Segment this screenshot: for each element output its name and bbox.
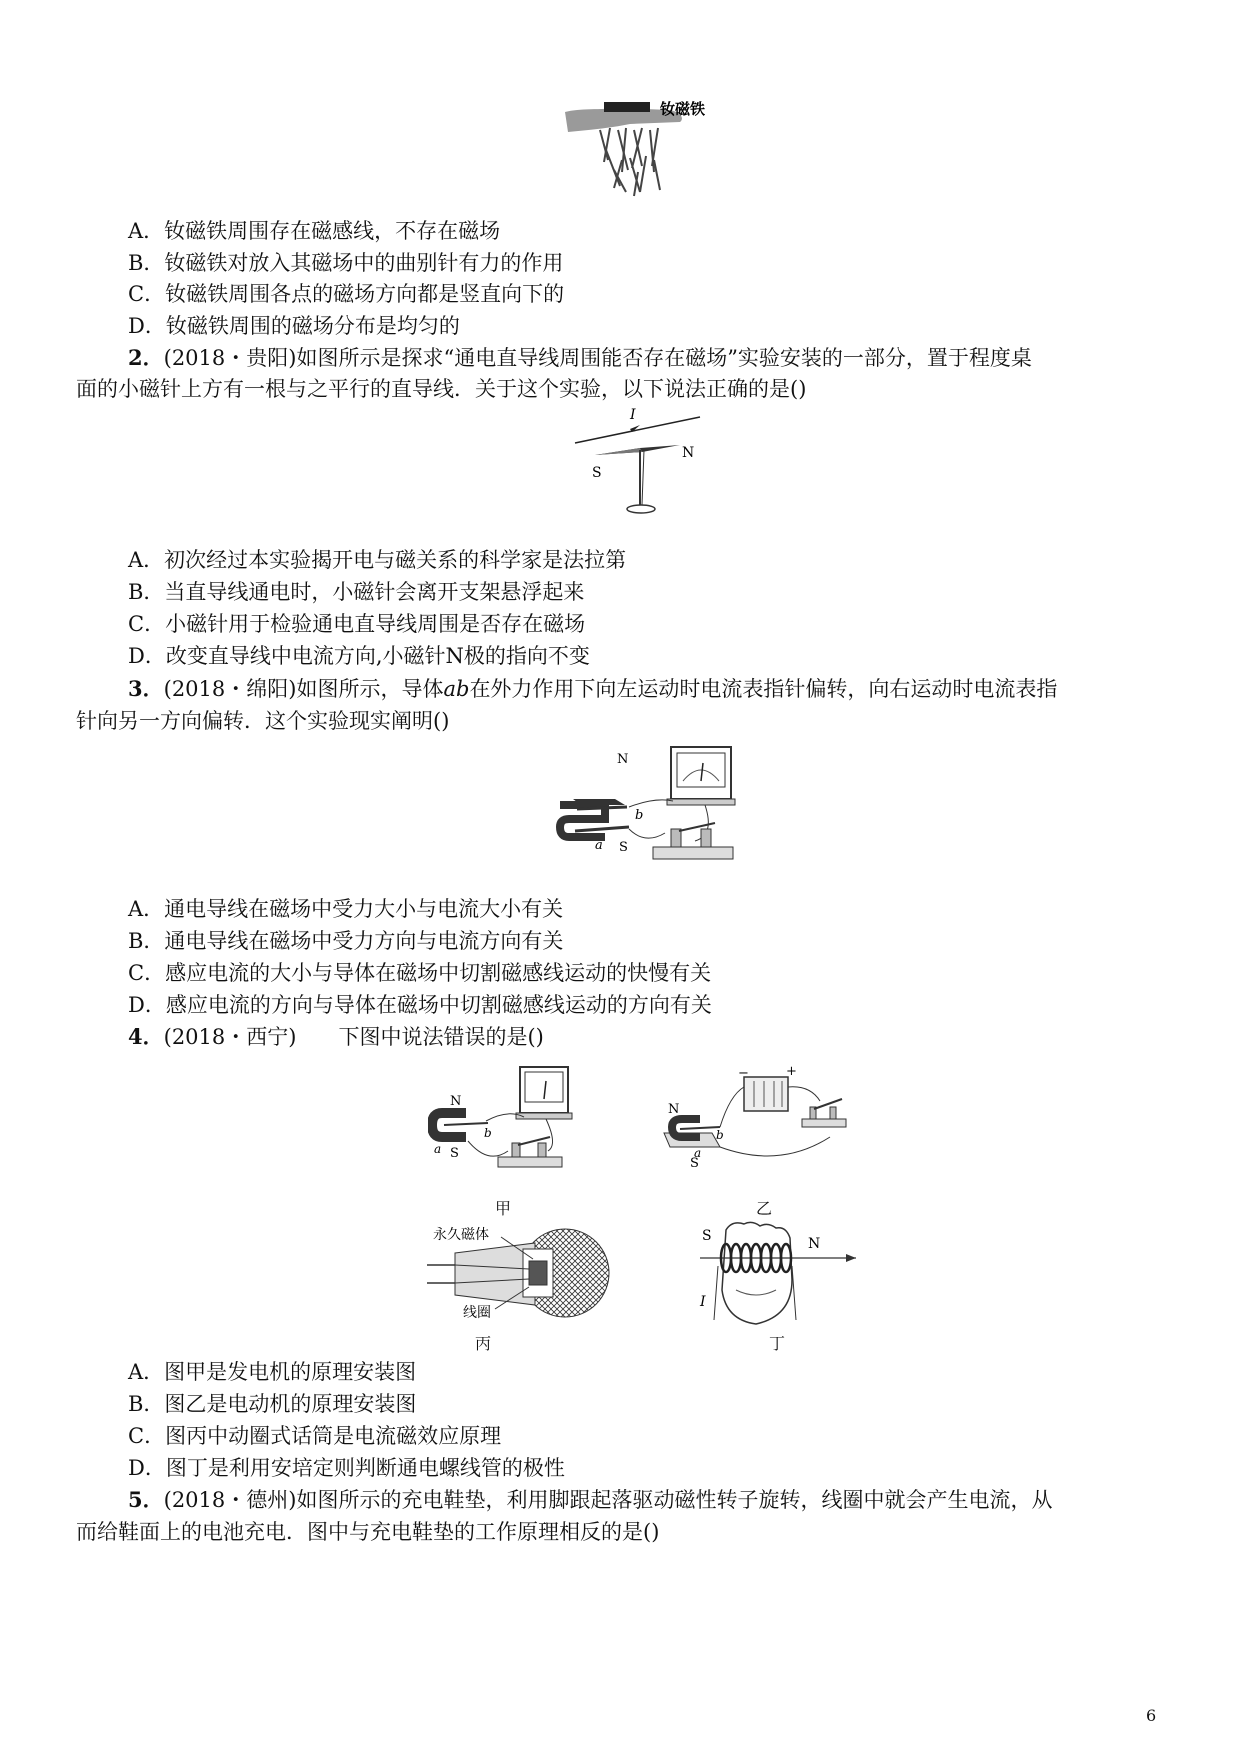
label-jia: 甲 (495, 1199, 512, 1218)
ding-current-label: I (700, 1294, 706, 1310)
q5-stem-line2: 而给鞋面上的电池充电．图中与充电鞋垫的工作原理相反的是() (76, 1520, 660, 1544)
q3-option-c: C．感应电流的大小与导体在磁场中切割磁感线运动的快慢有关 (128, 961, 712, 985)
q2-text-1: (2018・贵阳)如图所示是探求“通电直导线周围能否存在磁场”实验安装的一部分，置于程度桌 (163, 346, 1032, 370)
label-bing: 丙 (475, 1334, 492, 1353)
figure-jia (428, 1065, 578, 1180)
coil-label: 线圈 (463, 1305, 491, 1321)
yi-south-label: S (690, 1156, 699, 1171)
q4-option-d: D．图丁是利用安培定则判断通电螺线管的极性 (128, 1456, 565, 1480)
yi-a-label: a (694, 1146, 702, 1160)
q4-text-1: (2018・西宁) 下图中说法错误的是() (163, 1025, 544, 1049)
q2-option-b: B．当直导线通电时，小磁针会离开支架悬浮起来 (128, 580, 585, 604)
north-label: N (682, 445, 695, 461)
yi-north-label: N (668, 1102, 680, 1117)
q1-option-d: D．钕磁铁周围的磁场分布是均匀的 (128, 314, 460, 338)
q5-text-1: (2018・德州)如图所示的充电鞋垫，利用脚跟起落驱动磁性转子旋转，线圈中就会产生电流，从 (163, 1488, 1053, 1512)
q2-option-c: C．小磁针用于检验通电直导线周围是否存在磁场 (128, 612, 586, 636)
label-yi: 乙 (756, 1199, 773, 1218)
neodymium-magnet-figure (560, 100, 720, 210)
ding-south-label: S (702, 1228, 712, 1244)
q4-option-b: B．图乙是电动机的原理安装图 (128, 1392, 417, 1416)
label-ding: 丁 (769, 1334, 786, 1353)
south-label: S (592, 465, 602, 481)
yi-minus-label: − (738, 1066, 749, 1081)
figure-yi (660, 1065, 850, 1180)
q4-option-c: C．图丙中动圈式话筒是电流磁效应原理 (128, 1424, 502, 1448)
q3-conductor-ab: ab (443, 677, 470, 701)
q1-option-a: A．钕磁铁周围存在磁感线，不存在磁场 (128, 219, 501, 243)
q2-stem-line2: 面的小磁针上方有一根与之平行的直导线．关于这个实验，以下说法正确的是() (76, 377, 807, 401)
q5-number: 5． (128, 1487, 164, 1512)
q2-number: 2． (128, 345, 164, 370)
permanent-magnet-label: 永久磁体 (433, 1227, 489, 1243)
q1-option-b: B．钕磁铁对放入其磁场中的曲别针有力的作用 (128, 251, 564, 275)
compass-wire-figure (570, 405, 710, 525)
figure-bing (425, 1225, 625, 1325)
page-number: 6 (1146, 1706, 1157, 1725)
q3-option-b: B．通电导线在磁场中受力方向与电流方向有关 (128, 929, 564, 953)
jia-south-label: S (450, 1146, 459, 1161)
yi-b-label: b (716, 1128, 724, 1142)
q2-stem-line1 (128, 345, 1032, 371)
q3-text-1a: (2018・绵阳)如图所示，导体 (163, 677, 444, 701)
q4-option-a: A．图甲是发电机的原理安装图 (128, 1360, 417, 1384)
q3-south-label: S (619, 840, 628, 855)
q1-option-c: C．钕磁铁周围各点的磁场方向都是竖直向下的 (128, 282, 565, 306)
q3-a-label: a (595, 838, 603, 853)
q3-option-d: D．感应电流的方向与导体在磁场中切割磁感线运动的方向有关 (128, 993, 712, 1017)
q4-stem-line1 (128, 1024, 544, 1050)
figure-ding (696, 1220, 856, 1330)
induction-experiment-figure (555, 745, 740, 870)
current-label: I (630, 407, 636, 423)
q3-north-label: N (617, 752, 629, 767)
ding-north-label: N (808, 1236, 821, 1252)
q3-option-a: A．通电导线在磁场中受力大小与电流大小有关 (128, 897, 564, 921)
jia-b-label: b (484, 1126, 492, 1140)
q4-number: 4． (128, 1024, 164, 1049)
jia-north-label: N (450, 1094, 462, 1109)
q3-text-1b: 在外力作用下向左运动时电流表指针偏转，向右运动时电流表指 (469, 677, 1058, 701)
q5-stem-line1 (128, 1487, 1052, 1513)
magnet-label: 钕磁铁 (660, 100, 706, 118)
yi-plus-label: + (786, 1065, 797, 1079)
q3-number: 3． (128, 676, 164, 701)
q2-option-d: D．改变直导线中电流方向,小磁针N极的指向不变 (128, 644, 590, 668)
q3-b-label: b (635, 808, 644, 823)
jia-a-label: a (434, 1142, 442, 1156)
q2-option-a: A．初次经过本实验揭开电与磁关系的科学家是法拉第 (128, 548, 627, 572)
q3-stem-line2: 针向另一方向偏转．这个实验现实阐明() (76, 709, 450, 733)
q3-stem-line1 (128, 676, 1057, 702)
